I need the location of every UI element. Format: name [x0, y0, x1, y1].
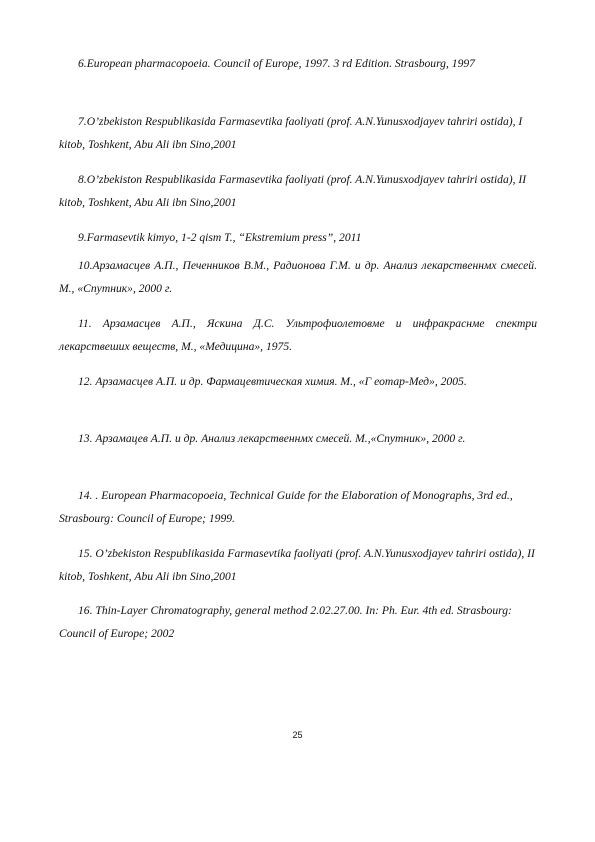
reference-11: 11. Арзамасцев А.П., Яскина Д.С. Ультрофиолетовме и инфракраснме спектри лекарствеших веществ, М., «Медицина», 1975.	[59, 317, 537, 353]
reference-10: 10.Арзамасцев А.П., Печенников В.М., Радионова Г.М. и др. Анализ лекарственнмх смесей. М., «Спутник», 2000 г.	[59, 259, 537, 295]
reference-12: 12. Арзамасцев А.П. и др. Фармацевтическая химия. М., «Г еотар-Мед», 2005.	[78, 375, 467, 388]
reference-14: 14. . European Pharmacopoeia, Technical Guide for the Elaboration of Monographs, 3rd ed., Strasbourg: Council of Europe; 1999.	[59, 489, 513, 525]
reference-6: 6.European pharmacopoeia. Council of Europe, 1997. 3 rd Edition. Strasbourg, 1997	[78, 57, 475, 70]
reference-7: 7.O’zbekiston Respublikasida Farmasevtika faoliyati (prof. A.N.Yunusxodjayev tahriri ostida), I kitob, Toshkent, Abu Ali ibn Sino,2001	[59, 115, 523, 151]
reference-15: 15. O’zbekiston Respublikasida Farmasevtika faoliyati (prof. A.N.Yunusxodjayev tahriri ostida), II kitob, Toshkent, Abu Ali ibn Sino,2001	[59, 547, 535, 583]
page-number: 25	[292, 730, 303, 740]
reference-13: 13. Арзамацев А.П. и др. Анализ лекарственнмх смесей. М.,«Спутник», 2000 г.	[78, 432, 466, 445]
reference-8: 8.O’zbekiston Respublikasida Farmasevtika faoliyati (prof. A.N.Yunusxodjayev tahriri ostida), II kitob, Toshkent, Abu Ali ibn Sino,2001	[59, 173, 527, 209]
reference-9: 9.Farmasevtik kimyo, 1-2 qism T., “Ekstremium press”, 2011	[78, 231, 362, 244]
reference-16: 16. Thin-Layer Chromatography, general method 2.02.27.00. In: Ph. Eur. 4th ed. Strasbourg: Council of Europe; 2002	[59, 604, 512, 640]
